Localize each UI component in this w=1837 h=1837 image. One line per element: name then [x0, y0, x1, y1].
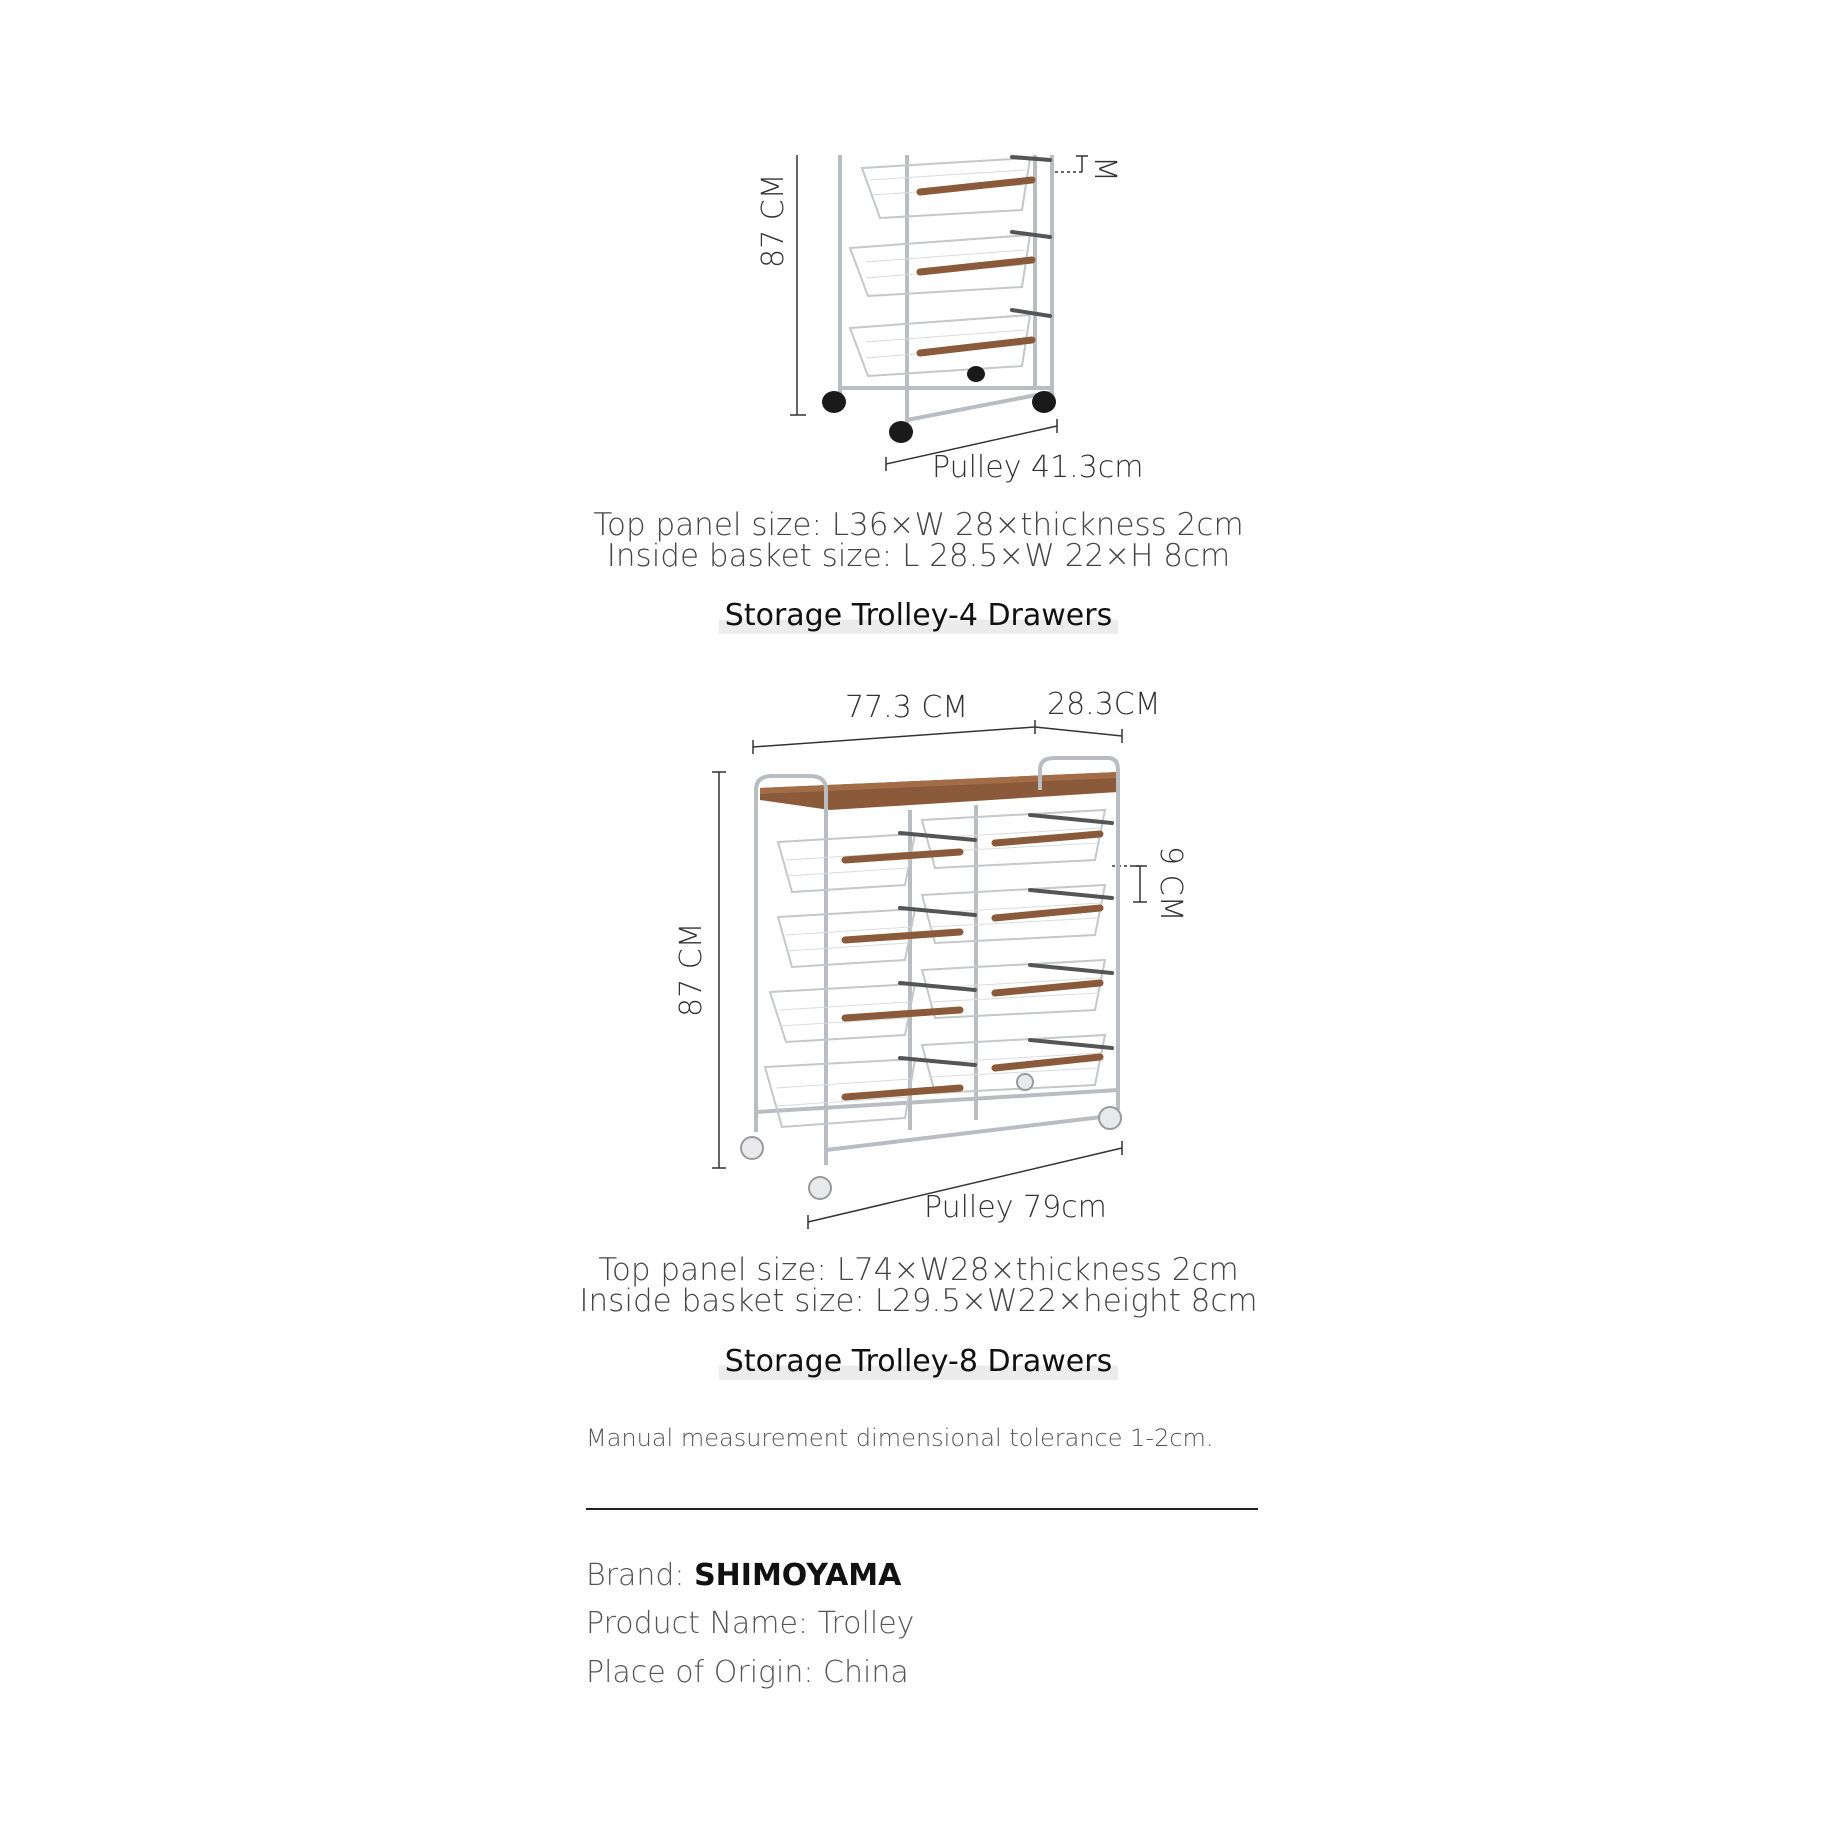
trolley-8-handles: [845, 834, 1100, 1097]
trolley-4-side-label: M: [1087, 156, 1122, 182]
product-name-line: Product Name: Trolley: [586, 1606, 915, 1641]
origin-line: Place of Origin: China: [586, 1655, 909, 1690]
length-dimension-8: [753, 720, 1035, 754]
trolley-8-width-label: 28.3CM: [1047, 687, 1161, 722]
trolley-8-title-text: Storage Trolley-8 Drawers: [719, 1344, 1118, 1380]
trolley-4-pulley-label: Pulley 41.3cm: [932, 450, 1144, 485]
divider: [586, 1508, 1258, 1510]
brand-value: SHIMOYAMA: [694, 1558, 902, 1593]
trolley-8-basket-spec: Inside basket size: L29.5×W22×height 8cm: [579, 1283, 1258, 1319]
width-dimension-8: [1035, 727, 1122, 743]
tolerance-note: Manual measurement dimensional tolerance 1-2cm.: [586, 1424, 1214, 1452]
trolley-4-title-text: Storage Trolley-4 Drawers: [719, 598, 1118, 634]
trolley-8-title: [0, 1344, 1837, 1380]
trolley-8-gap-label: 9 CM: [1153, 846, 1188, 922]
trolley-4-height-label: 87 CM: [756, 173, 791, 268]
trolley-8-height-label: 87 CM: [674, 922, 709, 1017]
brand-line: [586, 1558, 901, 1593]
height-dimension-8: [712, 772, 726, 1168]
brand-label: Brand:: [586, 1558, 695, 1593]
trolley-8-length-label: 77.3 CM: [845, 690, 969, 725]
trolley-8-top-panel-spec: Top panel size: L74×W28×thickness 2cm: [598, 1252, 1239, 1288]
trolley-8-pulley-label: Pulley 79cm: [924, 1190, 1107, 1225]
trolley-4-top-panel-spec: Top panel size: L36×W 28×thickness 2cm: [593, 507, 1244, 543]
trolley-4-basket-spec: Inside basket size: L 28.5×W 22×H 8cm: [606, 538, 1231, 574]
